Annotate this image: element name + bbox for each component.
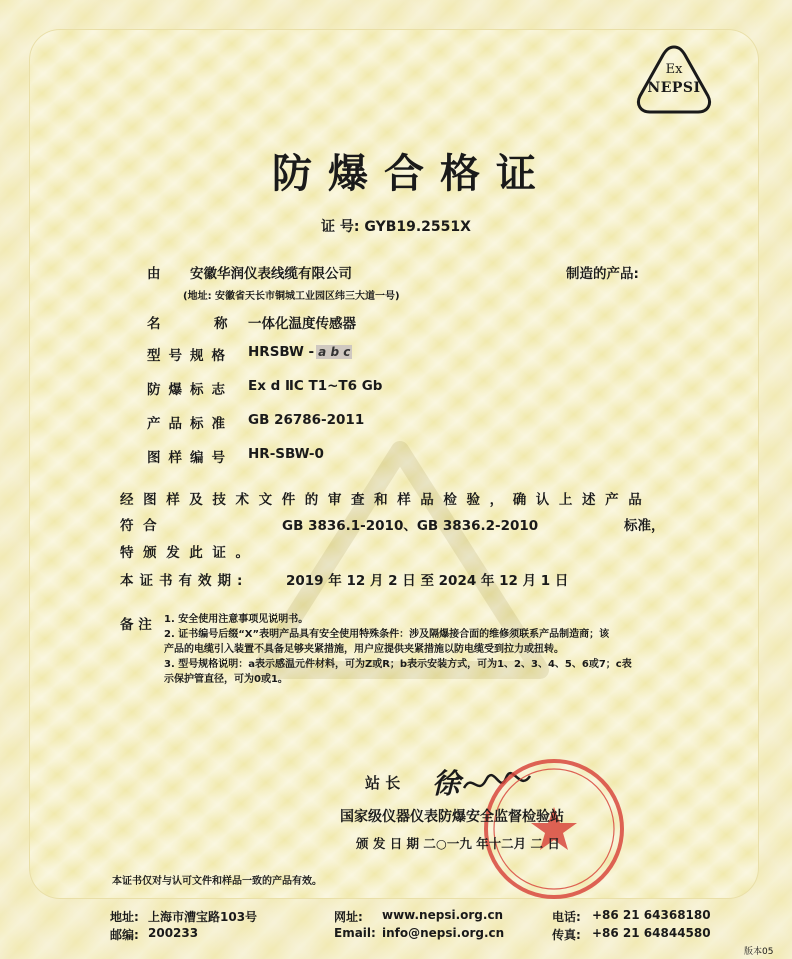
standard-label: 产品标准 xyxy=(147,416,233,432)
version-label: 版本05 xyxy=(744,947,774,957)
note-3b: 示保护管直径，可为0或1。 xyxy=(164,674,288,685)
name-label-2: 称 xyxy=(214,316,228,332)
footer-web[interactable]: www.nepsi.org.cn xyxy=(382,908,504,922)
footer-zip: 200233 xyxy=(148,926,199,940)
name-label-1: 名 xyxy=(147,316,161,332)
footer-tel: +86 21 64368180 xyxy=(592,908,711,922)
model-abc: a b c xyxy=(318,345,351,359)
nepsi-logo xyxy=(634,44,714,116)
footer-address: 上海市漕宝路103号 xyxy=(148,910,258,924)
footer-address-label: 地址: xyxy=(110,910,139,924)
drawing-label: 图样编号 xyxy=(147,450,233,466)
manufacturer-name: 安徽华润仪表线缆有限公司 xyxy=(190,266,352,282)
drawing-value: HR-SBW-0 xyxy=(248,446,324,462)
logo-ex-text: Ex xyxy=(665,62,683,77)
certificate-title: 防爆合格证 xyxy=(272,151,552,197)
manufacturer-address: (地址: 安徽省天长市铜城工业园区纬三大道一号) xyxy=(183,291,400,302)
issuing-organization: 国家级仪器仪表防爆安全监督检验站 xyxy=(340,809,564,825)
product-label: 制造的产品: xyxy=(566,266,639,282)
logo-nepsi-text: NEPSI xyxy=(647,80,701,96)
footer-email-label: Email: xyxy=(334,926,376,940)
footer-email[interactable]: info@nepsi.org.cn xyxy=(382,926,505,940)
body-line-3: 特颁发此证。 xyxy=(120,545,259,561)
validity-value: 2019 年 12 月 2 日 至 2024 年 12 月 1 日 xyxy=(286,573,569,589)
model-prefix: HRSBW - xyxy=(248,344,315,360)
body-line-1: 经图样及技术文件的审查和样品检验，确认上述产品 xyxy=(120,492,652,508)
manufacturer-prefix: 由 xyxy=(147,266,161,282)
explosion-mark-label: 防爆标志 xyxy=(147,382,233,398)
body-line-2-a: 符合 xyxy=(120,518,167,534)
official-seal-icon xyxy=(480,755,628,903)
note-2a: 2. 证书编号后缀“X”表明产品具有安全使用特殊条件：涉及隔爆接合面的维修须联系产品制造商；该 xyxy=(164,629,610,640)
model-label: 型号规格 xyxy=(147,348,233,364)
note-1: 1. 安全使用注意事项见说明书。 xyxy=(164,614,309,625)
disclaimer: 本证书仅对与认可文件和样品一致的产品有效。 xyxy=(112,876,322,887)
footer-web-label: 网址: xyxy=(334,910,363,924)
model-value xyxy=(248,344,352,360)
issue-date: 颁 发 日 期 二○一九 年十二月 二 日 xyxy=(356,836,560,851)
footer-fax-label: 传真: xyxy=(552,928,581,942)
body-line-2-standards: GB 3836.1-2010、GB 3836.2-2010 xyxy=(282,518,539,534)
product-name: 一体化温度传感器 xyxy=(248,316,356,332)
note-2b: 产品的电缆引入装置不具备足够夹紧措施，用户应提供夹紧措施以防电缆受到拉力或扭转。 xyxy=(164,644,564,655)
certificate-number: 证 号: GYB19.2551X xyxy=(321,219,471,235)
footer-tel-label: 电话: xyxy=(552,910,581,924)
footer-fax: +86 21 64844580 xyxy=(592,926,711,940)
footer-zip-label: 邮编: xyxy=(110,928,139,942)
notes-label: 备 注 xyxy=(120,617,152,633)
body-line-2-b: 标准， xyxy=(624,518,665,534)
standard-value: GB 26786-2011 xyxy=(248,412,365,428)
chief-signature: 徐 xyxy=(432,767,461,800)
validity-label: 本证书有效期: xyxy=(120,573,249,589)
chief-label: 站 长 xyxy=(365,774,401,792)
explosion-mark-value: Ex d ⅡC T1~T6 Gb xyxy=(248,378,383,394)
note-3a: 3. 型号规格说明：a表示感温元件材料，可为Z或R；b表示安装方式，可为1、2、3、4、5、6或7；c表 xyxy=(164,659,632,670)
